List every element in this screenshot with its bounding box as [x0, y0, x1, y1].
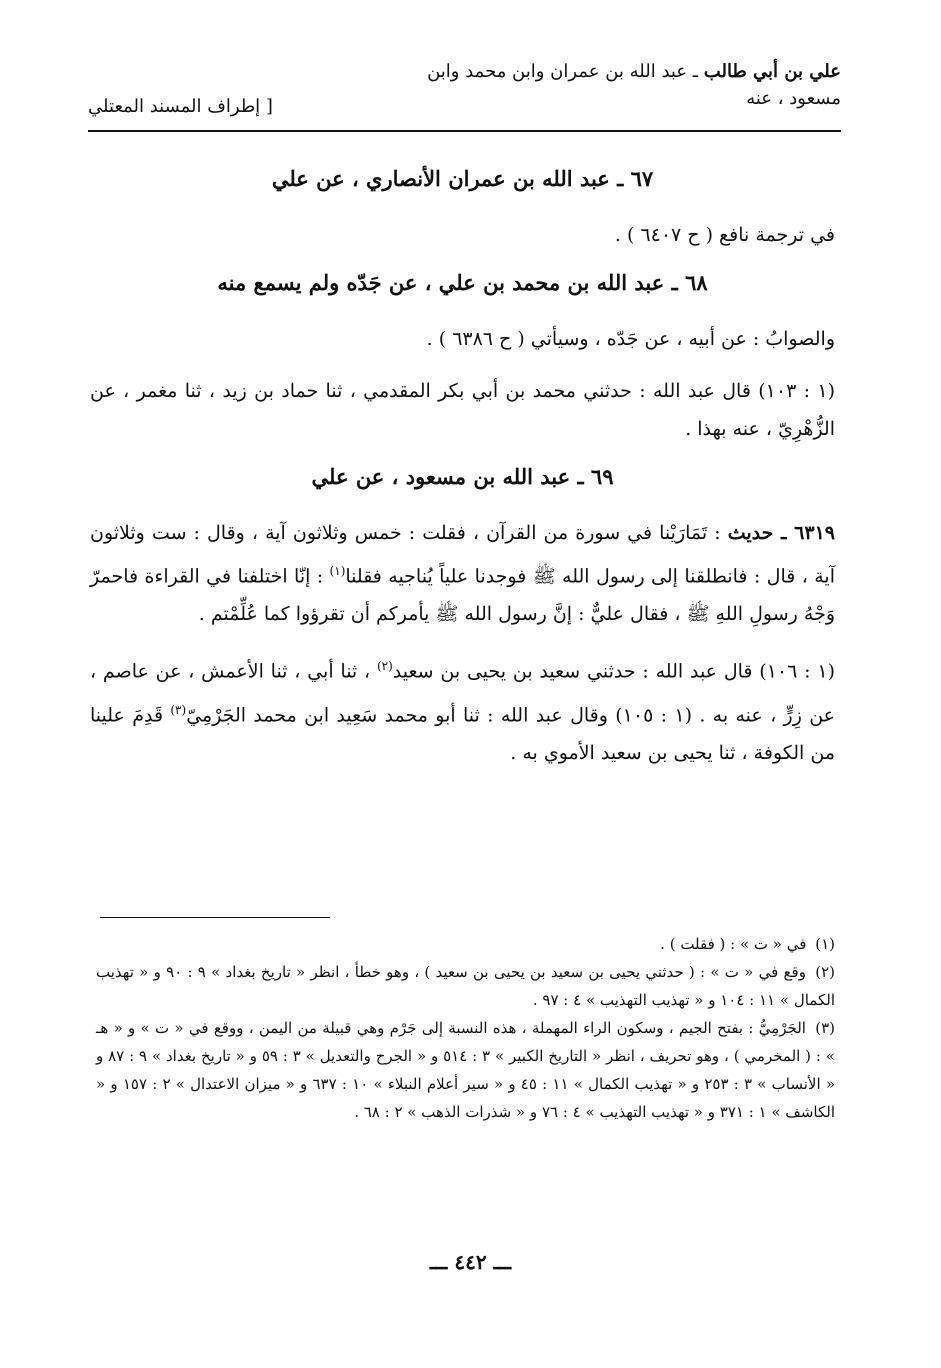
isnad-text-2: ، ثنا أبي ، ثنا الأعمش ، عن عاصم ، عن زِرٍّ ، عنه به . (١ : ١٠٥) وقال عبد الله : ثنا أبو محمد سَعِيد ابن محمد الجَرْمِيّ	[90, 660, 835, 726]
chapter-heading	[371, 58, 841, 112]
footnote-text: وقع في « ت » : ( حدثني يحيى بن سعيد بن يحيى بن سعيد ) ، وهو خطأ ، انظر « تاريخ بغداد » ٩ : ٩٠ و « تهذيب الكمال » ١١ : ١٠٤ و « تهذيب التهذيب » ٤ : ٩٧ .	[96, 963, 835, 1009]
footnote-mark: (٢)	[815, 963, 835, 981]
footnote-mark: (١)	[815, 935, 835, 953]
main-content	[90, 150, 835, 786]
header-title-line2: مسعود ، عنه	[746, 88, 841, 109]
header-divider	[88, 130, 841, 132]
section-heading-69: ٦٩ ـ عبد الله بن مسعود ، عن علي	[311, 464, 614, 489]
hadith-text-2: : إنّا اختلفنا في القراءة فاحمرّ وَجْهُ رسولِ اللهِ ﷺ ، فقال عليٌّ : إنَّ رسول الله ﷺ يأمركم أن تقرؤوا كما عُلِّمْتم .	[90, 565, 835, 626]
section-67-text: في ترجمة نافع ( ح ٦٤٠٧ ) .	[614, 224, 835, 246]
footnotes	[96, 930, 835, 1126]
hadith-label: ـ حديث	[727, 522, 795, 544]
section-heading-68: ٦٨ ـ عبد الله بن محمد بن علي ، عن جَدّه ولم يسمع منه	[217, 270, 708, 295]
isnad-text-3: قَدِمَ علينا من الكوفة ، ثنا يحيى بن سعيد الأموي به .	[90, 703, 835, 764]
footnote-ref-2: (٢)	[376, 659, 393, 674]
isnad-text-1: (١ : ١٠٦) قال عبد الله : حدثني سعيد بن يحيى بن سعيد	[392, 660, 835, 683]
page-number: ـــ ٤٤٢ ـــ	[429, 1250, 512, 1274]
footnote-3	[96, 1014, 835, 1126]
footnote-mark: (٣)	[815, 1019, 835, 1037]
section-68-correction: والصوابُ : عن أبيه ، عن جَدّه ، وسيأتي ( ح ٦٣٨٦ ) .	[426, 328, 835, 350]
header-title-bold: علي بن أبي طالب	[703, 61, 841, 82]
hadith-6319	[90, 514, 835, 633]
header-title-rest: ـ عبد الله بن عمران وابن محمد وابن	[427, 61, 704, 82]
footnote-2	[96, 958, 835, 1014]
footnote-divider	[100, 917, 330, 918]
section-68-isnad: (١ : ١٠٣) قال عبد الله : حدثني محمد بن أبي بكر المقدمي ، ثنا حماد بن زيد ، ثنا مغمر ، عن الزُّهْرِيّ ، عنه بهذا .	[90, 380, 835, 440]
hadith-6319-isnad	[90, 647, 835, 772]
footnote-ref-3: (٣)	[170, 702, 187, 717]
footnote-1	[96, 930, 835, 958]
running-header	[88, 58, 841, 130]
footnote-ref-1: (١)	[329, 564, 346, 578]
footnote-text: الجَرْمِيُّ : بفتح الجيم ، وسكون الراء المهملة ، هذه النسبة إلى جَرْم وهي قبيلة من اليمن ، ووقع في « ت » و « هـ » : ( المخرمي ) ، وهو تحريف ، انظر « التاريخ الكبير » ٣ : ٥١٤ و « الجرح والتعديل » ٣ : ٥٩ و « تاريخ بغداد » ٩ : ٨٧ و « الأنساب » ٣ : ٢٥٣ و « تهذيب الكمال » ١١ : ٤٥ و « سير أعلام النبلاء » ١٠ : ٦٣٧ و « ميزان الاعتدال » ٢ : ١٥٧ و « الكاشف » ١ : ٣٧١ و « تهذيب التهذيب » ٤ : ٧٦ و « شذرات الذهب » ٢ : ٦٨ .	[96, 1019, 835, 1121]
section-heading-67: ٦٧ ـ عبد الله بن عمران الأنصاري ، عن علي	[271, 166, 654, 191]
hadith-number: ٦٣١٩	[794, 522, 835, 544]
hadith-text-1: : تَمَارَيْنا في سورة من القرآن ، فقلت : خمس وثلاثون آية ، وقال : ست وثلاثون آية ، قال : فانطلقنا إلى رسول الله ﷺ فوجدنا علياً يُناجيه فقلنا	[90, 522, 835, 588]
footnote-text: في « ت » : ( فقلت ) .	[660, 935, 807, 953]
book-title: [ إطراف المسند المعتلي	[88, 96, 273, 117]
